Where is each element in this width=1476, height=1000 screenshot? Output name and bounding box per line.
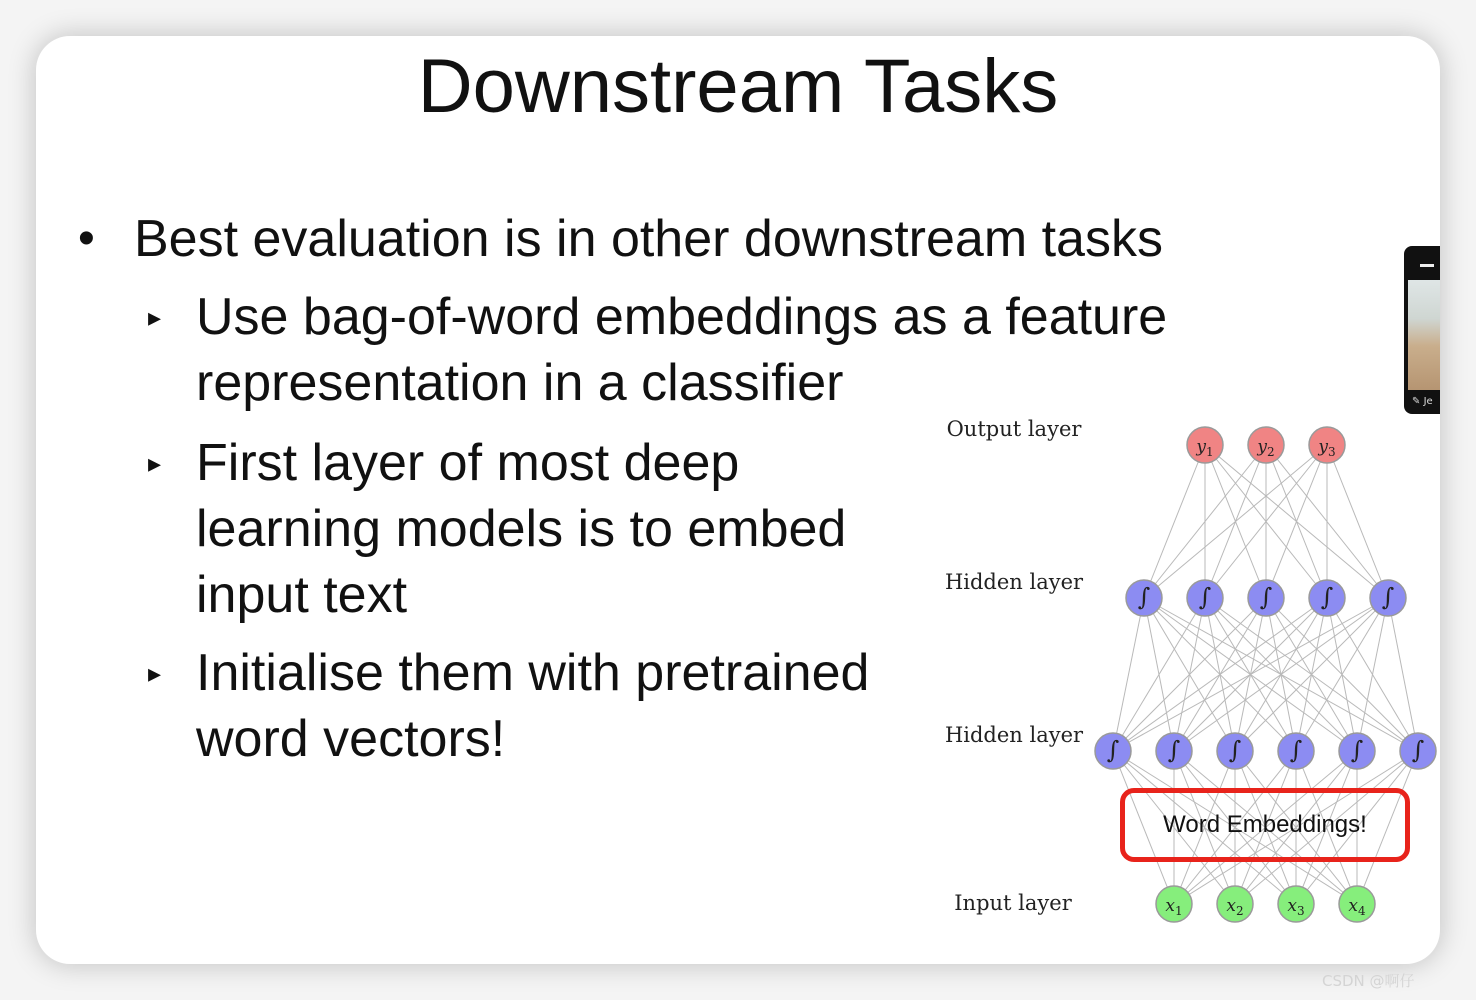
output-node-label: $y_2$	[1257, 437, 1275, 459]
hidden2-node	[1370, 580, 1406, 616]
hidden2-node	[1187, 580, 1223, 616]
input-node	[1156, 886, 1192, 922]
slide-title: Downstream Tasks	[417, 44, 1059, 129]
network-edge	[1113, 598, 1205, 751]
output-node	[1187, 427, 1223, 463]
minimize-icon[interactable]	[1420, 264, 1434, 267]
input-node	[1278, 886, 1314, 922]
hidden1-node-label: ∫	[1106, 736, 1120, 764]
network-edge	[1113, 598, 1144, 751]
output-node-label: $y_1$	[1196, 437, 1214, 459]
hidden1-node	[1339, 733, 1375, 769]
hidden1-node-label: ∫	[1167, 736, 1181, 764]
hidden2-node	[1248, 580, 1284, 616]
hidden-layer-1-label: Hidden layer	[944, 723, 1084, 747]
watermark: CSDN @啊仔	[1322, 972, 1415, 990]
network-edge	[1113, 598, 1266, 751]
video-caption	[1412, 396, 1433, 407]
hidden1-node	[1156, 733, 1192, 769]
triangle-bullet-icon: ▸	[148, 302, 162, 332]
sub-bullet-1-text: Use bag-of-word embeddings as a feature representation in a classifier	[196, 288, 1168, 412]
network-edge	[1357, 598, 1388, 751]
hidden2-node-label: ∫	[1320, 583, 1334, 611]
network-edge	[1113, 598, 1327, 751]
network-edge	[1388, 598, 1418, 751]
hidden2-node-label: ∫	[1381, 583, 1395, 611]
hidden1-node-label: ∫	[1228, 736, 1242, 764]
hidden1-node-label: ∫	[1289, 736, 1303, 764]
hidden2-node-label: ∫	[1259, 583, 1273, 611]
hidden2-node	[1309, 580, 1345, 616]
pin-icon: ✎	[1412, 396, 1421, 407]
slide-frame	[36, 36, 1440, 964]
output-node	[1248, 427, 1284, 463]
network-edge	[1296, 598, 1388, 751]
network-edge	[1235, 598, 1388, 751]
output-node	[1309, 427, 1345, 463]
sub-bullet-2-text: First layer of most deep learning models is to embed input text	[196, 434, 847, 624]
hidden1-node	[1217, 733, 1253, 769]
network-edge	[1144, 445, 1327, 598]
input-node	[1217, 886, 1253, 922]
input-node-label: $x_1$	[1165, 896, 1183, 918]
hidden1-node-label: ∫	[1350, 736, 1364, 764]
input-layer-label: Input layer	[954, 891, 1072, 915]
video-caption-text: Je	[1423, 396, 1433, 407]
triangle-bullet-icon: ▸	[148, 658, 162, 688]
input-node-label: $x_2$	[1226, 896, 1244, 918]
bullet-main-text: Best evaluation is in other downstream tasks	[134, 210, 1163, 268]
hidden1-node	[1095, 733, 1131, 769]
bullet-dot-icon: •	[78, 212, 95, 265]
sub-bullet-3-text: Initialise them with pretrained word vectors!	[196, 644, 870, 768]
hidden1-node-label: ∫	[1411, 736, 1425, 764]
word-embeddings-label: Word Embeddings!	[1163, 811, 1367, 838]
network-edge	[1144, 445, 1205, 598]
hidden2-node-label: ∫	[1198, 583, 1212, 611]
output-node-label: $y_3$	[1318, 437, 1336, 459]
hidden2-node-label: ∫	[1137, 583, 1151, 611]
network-edge	[1174, 598, 1388, 751]
hidden2-node	[1126, 580, 1162, 616]
hidden1-node	[1278, 733, 1314, 769]
hidden-layer-2-label: Hidden layer	[944, 570, 1084, 594]
network-edge	[1327, 445, 1388, 598]
hidden1-node	[1400, 733, 1436, 769]
input-node-label: $x_4$	[1348, 896, 1366, 918]
network-edge	[1113, 598, 1388, 751]
word-embeddings-highlight	[1120, 788, 1410, 862]
output-layer-label: Output layer	[946, 417, 1082, 441]
input-node-label: $x_3$	[1287, 896, 1305, 918]
video-preview	[1408, 280, 1440, 390]
video-overlay-thumbnail[interactable]	[1404, 246, 1440, 414]
input-node	[1339, 886, 1375, 922]
triangle-bullet-icon: ▸	[148, 448, 162, 478]
